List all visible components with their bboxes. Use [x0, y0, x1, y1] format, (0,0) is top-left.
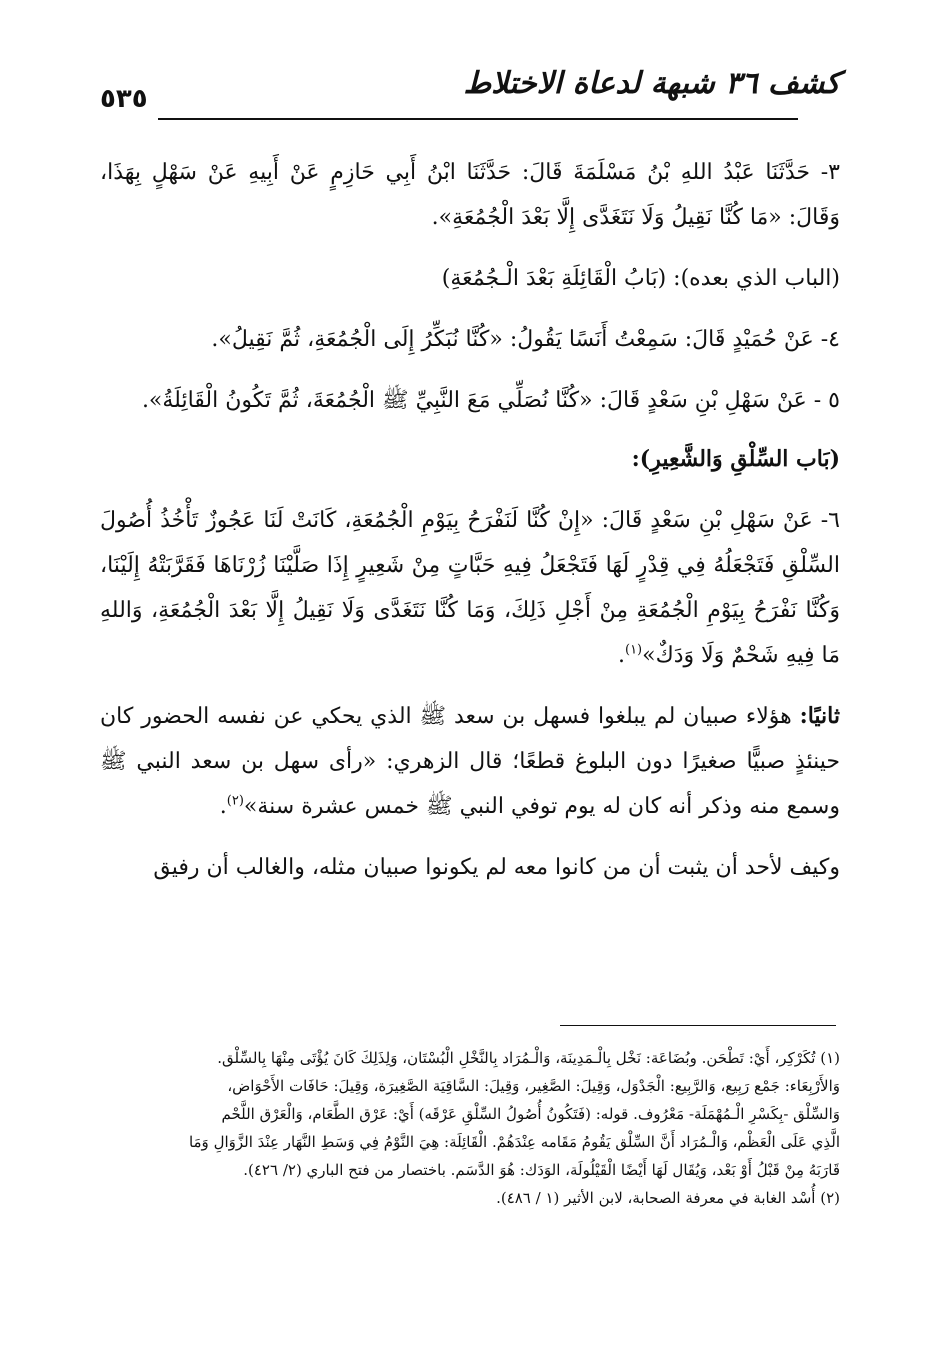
hadith-5: ٥ - عَنْ سَهْلِ بْنِ سَعْدٍ قَالَ: «كُنَّا نُصَلِّي مَعَ النَّبِيِّ ﷺ الْجُمُعَةَ، ثُمَّ تَكُونُ الْقَائِلَةُ».	[141, 388, 840, 413]
footnote-2: (٢) أُسْد الغابة في معرفة الصحابة، لابن الأثير (١ / ٤٨٦).	[496, 1189, 840, 1207]
hadith-3-line-1: ٣- حَدَّثَنَا عَبْدُ اللهِ بْنُ مَسْلَمَةَ قَالَ: حَدَّثَنَا ابْنُ أَبِي حَازِمٍ عَنْ أَبِيهِ عَنْ سَهْلٍ بِهَذَا،	[100, 160, 840, 185]
second-point-paragraph: ثانيًا: هؤلاء صبيان لم يبلغوا فسهل بن سعد ﷺ الذي يحكي عن نفسه الحضور كان حينئذٍ صبيًّا صغيرًا دون البلوغ قطعًا؛ قال الزهري: «رأى سهل بن سعد النبي ﷺ وسمع منه وذكر أنه كان له يوم توفي النبي ﷺ خمس عشرة سنة»$^{(٢)}$.	[100, 703, 840, 819]
footnote-ref-2: (٢)	[226, 793, 244, 809]
hadith-4: ٤- عَنْ حُمَيْدٍ قَالَ: سَمِعْتُ أَنَسًا يَقُولُ: «كُنَّا نُبَكِّرُ إِلَى الْجُمُعَةِ، ثُمَّ نَقِيلُ».	[211, 327, 840, 352]
footnote-ref-1: (١)	[624, 642, 643, 658]
page-header	[100, 62, 840, 124]
footnote-separator	[560, 1025, 836, 1026]
header-rule	[158, 118, 798, 120]
bab-silq-heading: (بَاب السِّلْقِ وَالشَّعِيرِ):	[631, 446, 840, 472]
second-point-lead: ثانيًا:	[799, 703, 840, 729]
last-paragraph: وكيف لأحد أن يثبت أن من كانوا معه لم يكونوا صبيان مثله، والغالب أن رفيق	[153, 855, 840, 880]
footnote-1-line-3: وَالسِّلْق -بِكَسْرِ الْـمُهْمَلَة- مَعْرُوف. قوله: (فَتَكُونُ أُصُولُ السِّلْقِ عَرْقَه) أَيْ: عَرْق الطَّعَام، وَالْعَرْق اللَّحْم	[221, 1105, 840, 1123]
footnote-1-line-4: الَّذِي عَلَى الْعَظْم، وَالْـمُرَاد أَنَّ السِّلْق يَقُومُ مَقَامه عِنْدَهُمْ. الْقَائِلَة: هِيَ النَّوْمُ فِي وَسَطِ النَّهَار عِنْدَ الزَّوَالِ وَمَا	[188, 1133, 840, 1151]
hadith-3-line-2: وَقَالَ: «مَا كُنَّا نَقِيلُ وَلَا نَتَغَدَّى إِلَّا بَعْدَ الْجُمُعَةِ».	[431, 205, 840, 230]
footnote-1-line-2: وَالأَرْبِعَاء: جَمْع رَبِيع، وَالرَّبِيع: الْجَدْوَل، وَقِيلَ: الصَّغِير، وَقِيلَ: السَّاقِيَة الصَّغِيرَة، وَقِيلَ: حَافَات الأَحْوَاض،	[227, 1077, 840, 1095]
footnote-1-line-1: (١) تُكَرْكِر، أَيْ: تَطْحَن. وبُضَاعَة: نَخْل بِالْـمَدِينَة، وَالْـمُرَاد بِالنَّخْلِ الْبُسْتَان، وَلِذَلِكَ كَانَ يُؤْتَى مِنْهَا بِالسِّلْق.	[217, 1049, 840, 1067]
book-title: كشف ٣٦ شبهة لدعاة الاختلاط	[463, 66, 840, 101]
second-point-text: هؤلاء صبيان لم يبلغوا فسهل بن سعد ﷺ الذي يحكي عن نفسه الحضور كان حينئذٍ صبيًّا صغيرًا دون البلوغ قطعًا؛ قال الزهري: «رأى سهل بن سعد النبي ﷺ وسمع منه وذكر أنه كان له يوم توفي النبي ﷺ خمس عشرة سنة»	[100, 704, 840, 819]
main-text	[100, 150, 840, 906]
bab-after-heading: (الباب الذي بعده): (بَابُ الْقَائِلَةِ بَعْدَ الْـجُمُعَةِ)	[441, 266, 840, 291]
footnotes	[100, 1044, 840, 1212]
hadith-6: ٦- عَنْ سَهْلِ بْنِ سَعْدٍ قَالَ: «إِنْ كُنَّا لَنَفْرَحُ بِيَوْمِ الْجُمُعَةِ، كَانَتْ لَنَا عَجُوزٌ تَأْخُذُ أُصُولَ السِّلْقِ فَتَجْعَلُهُ فِي قِدْرٍ لَهَا فَتَجْعَلُ فِيهِ حَبَّاتٍ مِنْ شَعِيرٍ إِذَا صَلَّيْنَا زُرْنَاهَا فَقَرَّبَتْهُ إِلَيْنَا، وَكُنَّا نَفْرَحُ بِيَوْمِ الْجُمُعَةِ مِنْ أَجْلِ ذَلِكَ، وَمَا كُنَّا نَتَغَدَّى وَلَا نَقِيلُ إِلَّا بَعْدَ الْجُمُعَةِ، وَاللهِ مَا فِيهِ شَحْمٌ وَلَا وَدَكٌ»$^{(١)}$.	[100, 508, 840, 668]
footnote-1-line-5: قَارَبَهُ مِنْ قَبْلُ أَوْ بَعْد، وَيُقَال لَهَا أَيْضًا الْقَيْلُولَة، الوَدَك: هُوَ الدَّسَم. باختصار من فتح الباري (٢/ ٤٢٦).	[243, 1161, 840, 1179]
hadith-6-text: ٦- عَنْ سَهْلِ بْنِ سَعْدٍ قَالَ: «إِنْ كُنَّا لَنَفْرَحُ بِيَوْمِ الْجُمُعَةِ، كَانَتْ لَنَا عَجُوزٌ تَأْخُذُ أُصُولَ السِّلْقِ فَتَجْعَلُهُ فِي قِدْرٍ لَهَا فَتَجْعَلُ فِيهِ حَبَّاتٍ مِنْ شَعِيرٍ إِذَا صَلَّيْنَا زُرْنَاهَا فَقَرَّبَتْهُ إِلَيْنَا، وَكُنَّا نَفْرَحُ بِيَوْمِ الْجُمُعَةِ مِنْ أَجْلِ ذَلِكَ، وَمَا كُنَّا نَتَغَدَّى وَلَا نَقِيلُ إِلَّا بَعْدَ الْجُمُعَةِ، وَاللهِ مَا فِيهِ شَحْمٌ وَلَا وَدَكٌ»	[100, 508, 840, 668]
page-number: ٥٣٥	[100, 84, 148, 114]
hadith-3	[100, 150, 840, 240]
